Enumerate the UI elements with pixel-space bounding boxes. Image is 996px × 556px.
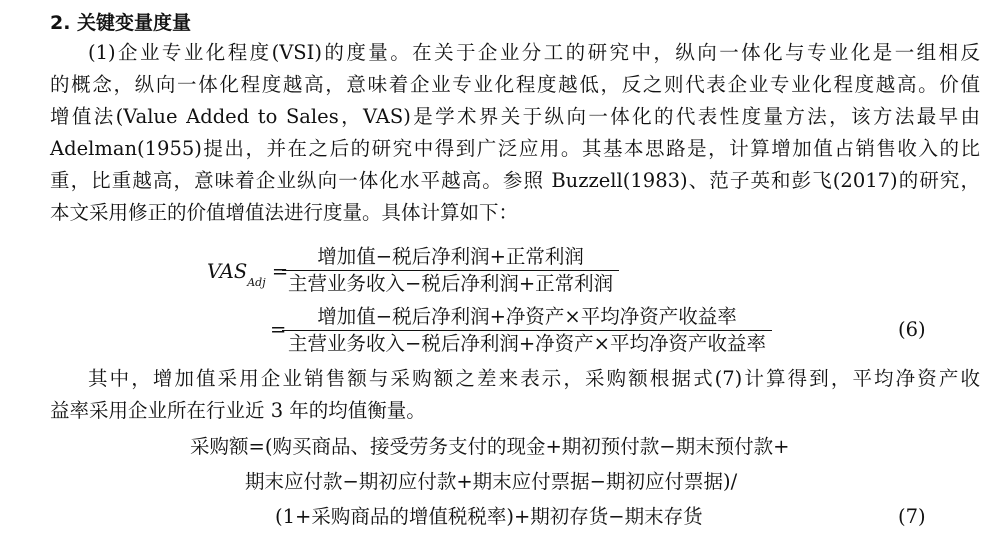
fraction-2-numerator: 增加值−税后净利润+净资产×平均净资产收益率 bbox=[317, 305, 737, 328]
formula-6-var: VAS bbox=[207, 260, 248, 283]
formula-7-line-2: 期末应付款−期初应付款+期末应付票据−期初应付票据)/ bbox=[245, 470, 738, 493]
section-heading: 2. 关键变量度量 bbox=[50, 12, 192, 34]
paragraph-line: 重，比重越高，意味着企业纵向一体化水平越高。参照 Buzzell(1983)、范子英和彭飞(2017)的研究， bbox=[50, 169, 980, 192]
paragraph-line: 增值法(Value Added to Sales，VAS)是学术界关于纵向一体化的代表性度量方法，该方法最早由 bbox=[50, 105, 980, 128]
formula-6-subscript: Adj bbox=[247, 276, 266, 289]
formula-6-equals: = bbox=[271, 260, 289, 283]
fraction-2-bar bbox=[282, 330, 772, 331]
formula-7-line-3: (1+采购商品的增值税税率)+期初存货−期末存货 bbox=[275, 505, 703, 528]
formula-6-fraction-1 bbox=[282, 245, 619, 296]
paragraph-line: Adelman(1955)提出，并在之后的研究中得到广泛应用。其基本思路是，计算增加值占销售收入的比 bbox=[50, 137, 980, 160]
formula-6-equals-2: = bbox=[270, 318, 287, 341]
equation-number-6: (6) bbox=[898, 318, 926, 341]
paragraph-line: 的概念，纵向一体化程度越高，意味着企业专业化程度越低，反之则代表企业专业化程度越高。价值 bbox=[50, 73, 980, 96]
fraction-2-denominator: 主营业务收入−税后净利润+净资产×平均净资产收益率 bbox=[288, 332, 767, 355]
paragraph-line: 益率采用企业所在行业近 3 年的均值衡量。 bbox=[50, 399, 426, 422]
paragraph-line: 其中，增加值采用企业销售额与采购额之差来表示，采购额根据式(7)计算得到，平均净资产收 bbox=[88, 367, 980, 390]
formula-7-line-1: 采购额=(购买商品、接受劳务支付的现金+期初预付款−期末预付款+ bbox=[190, 435, 790, 458]
fraction-1-bar bbox=[282, 270, 619, 271]
formula-6-lhs bbox=[207, 260, 288, 287]
formula-6-fraction-2 bbox=[282, 305, 772, 356]
paragraph-line: (1)企业专业化程度(VSI)的度量。在关于企业分工的研究中，纵向一体化与专业化是一组相反 bbox=[88, 41, 980, 64]
fraction-1-denominator: 主营业务收入−税后净利润+正常利润 bbox=[288, 272, 614, 295]
paragraph-line: 本文采用修正的价值增值法进行度量。具体计算如下： bbox=[50, 201, 519, 224]
equation-number-7: (7) bbox=[898, 505, 926, 528]
fraction-1-numerator: 增加值−税后净利润+正常利润 bbox=[317, 245, 584, 268]
